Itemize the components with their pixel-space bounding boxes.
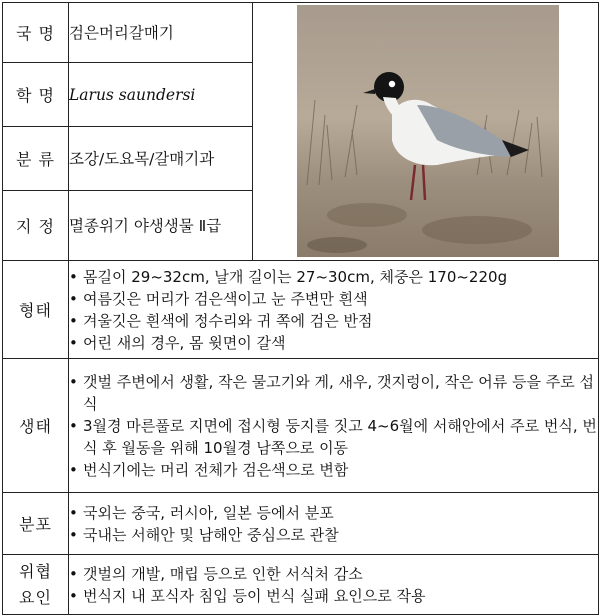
species-table	[2, 2, 599, 615]
value-scientific-name-cell	[69, 63, 253, 127]
label-classification: 분 류	[3, 127, 69, 191]
label-scientific-name: 학 명	[3, 63, 69, 127]
distribution-list-cell	[69, 493, 599, 555]
label-ecology: 생태	[3, 359, 69, 493]
ecology-list	[69, 371, 598, 481]
threats-list-cell	[69, 555, 599, 615]
threats-list	[69, 563, 598, 607]
ecology-list-cell	[69, 359, 599, 493]
value-scientific-name: Larus saundersi	[69, 85, 196, 104]
list-item: • 여름깃은 머리가 검은색이고 눈 주변만 흰색	[69, 288, 598, 310]
list-item: • 겨울깃은 흰색에 정수리와 귀 쪽에 검은 반점	[69, 310, 598, 332]
value-designation: 멸종위기 야생생물 Ⅱ급	[69, 191, 253, 261]
value-common-name: 검은머리갈매기	[69, 3, 253, 63]
morphology-list	[69, 266, 598, 354]
list-item: • 3월경 마른풀로 지면에 접시형 둥지를 짓고 4~6월에 서해안에서 주로 번식, 번식 후 월동을 위해 10월경 남쪽으로 이동	[69, 415, 598, 459]
list-item: • 갯벌의 개발, 매립 등으로 인한 서식처 감소	[69, 563, 598, 585]
label-common-name: 국 명	[3, 3, 69, 63]
list-item: • 국외는 중국, 러시아, 일본 등에서 분포	[69, 502, 598, 524]
list-item: • 어린 새의 경우, 몸 윗면이 갈색	[69, 332, 598, 354]
row-common-name	[3, 3, 599, 63]
photo-cell	[253, 3, 599, 261]
label-threats-line1: 위협	[19, 561, 52, 581]
row-distribution	[3, 493, 599, 555]
list-item: • 국내는 서해안 및 남해안 중심으로 관찰	[69, 524, 598, 546]
value-classification: 조강/도요목/갈매기과	[69, 127, 253, 191]
row-morphology	[3, 261, 599, 359]
gull-image	[297, 5, 559, 257]
label-threats-line2: 요인	[19, 587, 52, 607]
list-item: • 번식지 내 포식자 침입 등이 번식 실패 요인으로 작용	[69, 585, 598, 607]
distribution-list	[69, 502, 598, 546]
morphology-list-cell	[69, 261, 599, 359]
label-designation: 지 정	[3, 191, 69, 261]
list-item: • 몸길이 29~32cm, 날개 길이는 27~30cm, 체중은 170~220g	[69, 266, 598, 288]
row-threats	[3, 555, 599, 615]
label-threats	[3, 555, 69, 615]
list-item: • 번식기에는 머리 전체가 검은색으로 변함	[69, 459, 598, 481]
label-distribution: 분포	[3, 493, 69, 555]
row-ecology	[3, 359, 599, 493]
bird-photo	[297, 5, 559, 257]
label-morphology: 형태	[3, 261, 69, 359]
list-item: • 갯벌 주변에서 생활, 작은 물고기와 게, 새우, 갯지렁이, 작은 어류 등을 주로 섭식	[69, 371, 598, 415]
